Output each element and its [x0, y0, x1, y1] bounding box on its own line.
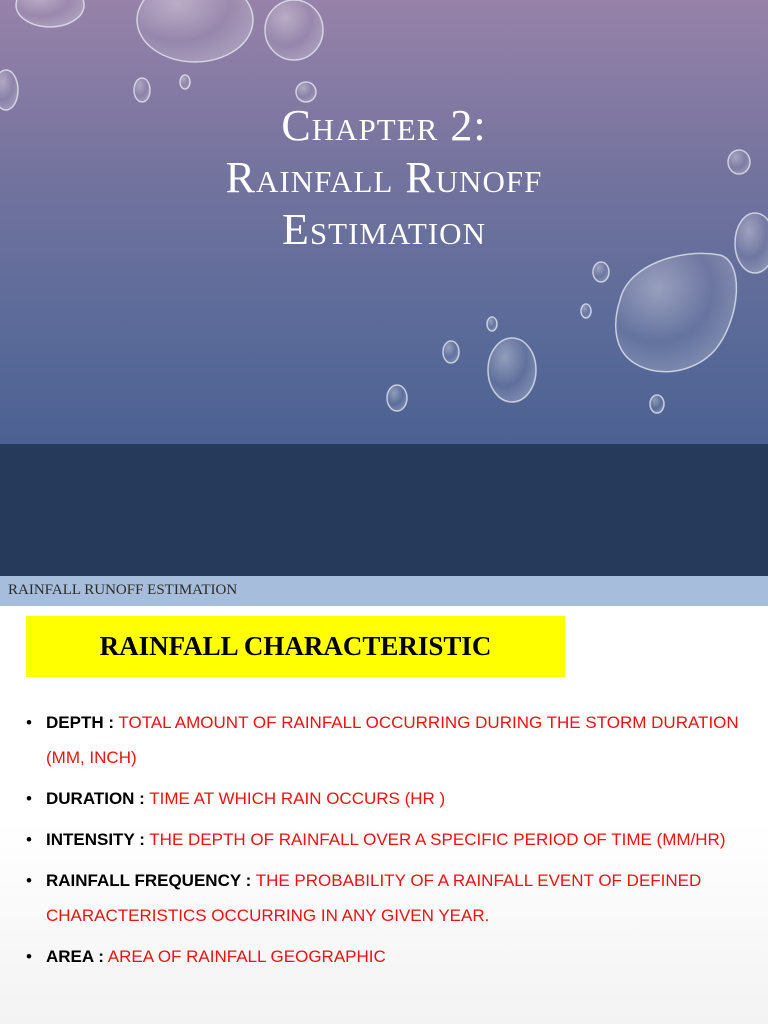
term-description: AREA OF RAINFALL GEOGRAPHIC: [107, 947, 386, 966]
water-drop: [137, 0, 253, 62]
water-drop: [387, 385, 407, 411]
bullet-icon: •: [26, 830, 32, 849]
term-description: TIME AT WHICH RAIN OCCURS (HR ): [149, 789, 446, 808]
list-item: [26, 705, 746, 775]
term-label: AREA :: [46, 947, 104, 966]
water-drop: [487, 317, 497, 331]
term-label: INTENSITY :: [46, 830, 145, 849]
slide-header-strip: [0, 576, 768, 606]
slide-header-text: RAINFALL RUNOFF ESTIMATION: [8, 582, 238, 598]
term-description: THE DEPTH OF RAINFALL OVER A SPECIFIC PERIOD OF TIME (MM/HR): [149, 830, 726, 849]
heading-highlight-box: [26, 616, 565, 677]
term-description: TOTAL AMOUNT OF RAINFALL OCCURRING DURING THE STORM DURATION (MM, INCH): [46, 713, 739, 767]
term-description: THE PROBABILITY OF A RAINFALL EVENT OF DEFINED CHARACTERISTICS OCCURRING IN ANY GIVEN YEAR.: [46, 871, 702, 925]
list-item: [26, 939, 746, 974]
bullet-icon: •: [26, 871, 32, 890]
bullet-icon: •: [26, 789, 32, 808]
term-label: RAINFALL FREQUENCY :: [46, 871, 252, 890]
title-line: Estimation: [282, 205, 486, 254]
slide-heading: RAINFALL CHARACTERISTIC: [99, 631, 492, 661]
water-drop: [180, 75, 190, 89]
water-drop: [16, 0, 84, 27]
water-drop: [296, 82, 316, 102]
water-drop: [134, 78, 150, 102]
term-label: DURATION :: [46, 789, 145, 808]
bullet-icon: •: [26, 947, 32, 966]
list-item: [26, 822, 746, 857]
content-slide: [0, 576, 768, 1024]
water-drop: [581, 304, 591, 318]
water-drop: [650, 395, 664, 413]
term-label: DEPTH :: [46, 713, 114, 732]
list-item: [26, 863, 746, 933]
title-line: Chapter 2:: [281, 101, 487, 150]
bullet-list: [26, 705, 746, 980]
title-bottom-band: [0, 444, 768, 576]
water-drop: [488, 338, 536, 402]
title-line: Rainfall Runoff: [225, 153, 543, 202]
slide-title: [0, 100, 768, 256]
water-drop: [616, 253, 737, 371]
water-drop: [265, 0, 323, 60]
list-item: [26, 781, 746, 816]
water-drop: [443, 341, 459, 363]
water-drop: [593, 262, 609, 282]
bullet-icon: •: [26, 713, 32, 732]
